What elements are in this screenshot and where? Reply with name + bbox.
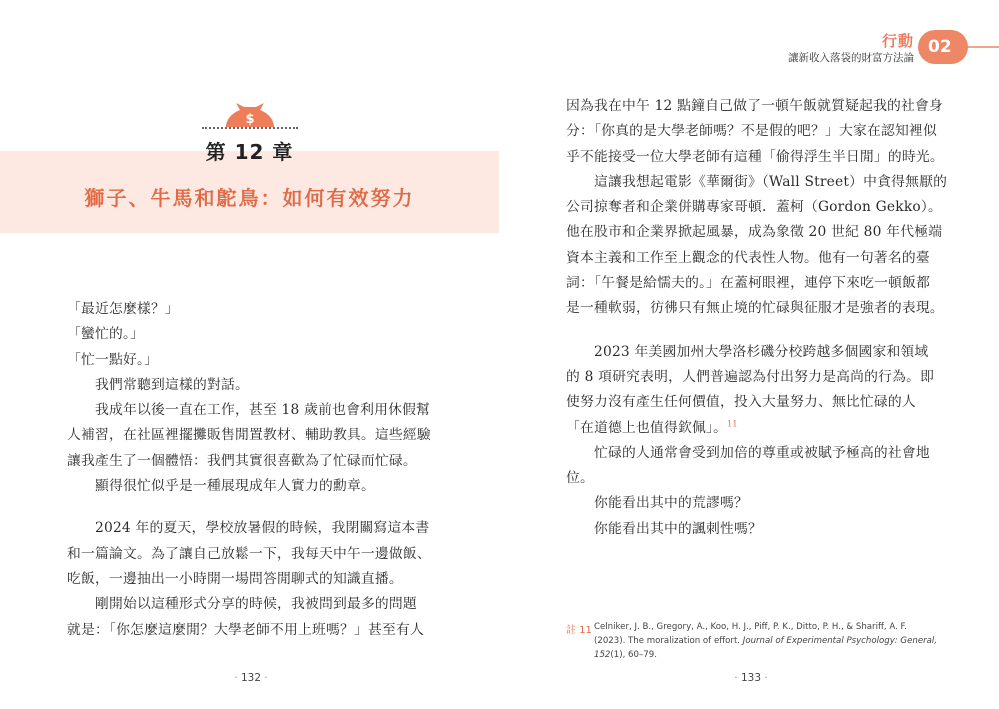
page-number-right: · 133 · (734, 672, 768, 684)
body-line: 分：「你真的是大學老師嗎？不是假的吧？」大家在認知裡似 (566, 123, 938, 140)
section-subtitle: 讓新收入落袋的財富方法論 (788, 52, 914, 64)
footnote-journal: Journal of Experimental Psychology: General, 152 (594, 636, 938, 660)
right-page-body (566, 94, 946, 542)
left-page-body (67, 297, 447, 643)
chapter-title: 獅子、牛馬和鴕鳥：如何有效努力 (84, 186, 415, 210)
body-line: 是一種軟弱，彷彿只有無止境的忙碌與征服才是強者的表現。 (566, 300, 944, 317)
body-line: 讓我產生了一個體悟：我們其實很喜歡為了忙碌而忙碌。 (67, 452, 417, 469)
body-line (566, 416, 946, 441)
body-line-text: 「在道德上也值得欽佩」。 (566, 419, 728, 436)
body-line: 就是：「你怎麼這麼閒？大學老師不用上班嗎？」甚至有人 (67, 621, 425, 638)
body-line: 你能看出其中的諷刺性嗎？ (594, 520, 762, 537)
body-line: 的 8 項研究表明，人們普遍認為付出努力是高尚的行為。即 (566, 368, 935, 385)
body-line: 乎不能接受一位大學老師有這種「偷得浮生半日閒」的時光。 (566, 148, 944, 165)
body-line: 2024 年的夏天，學校放暑假的時候，我閉關寫這本書 (95, 520, 430, 537)
body-line: 「蠻忙的。」 (67, 326, 145, 343)
paragraph-gap (566, 322, 946, 340)
body-line: 我成年以後一直在工作，甚至 18 歲前也會利用休假幫 (95, 402, 431, 419)
body-line: 資本主義和工作至上觀念的代表性人物。他有一句著名的臺 (566, 249, 930, 266)
body-line: 忙碌的人通常會受到加倍的尊重或被賦予極高的社會地 (594, 444, 930, 461)
body-line: 2023 年美國加州大學洛杉磯分校跨越多個國家和領域 (594, 343, 929, 360)
body-line: 我們常聽到這樣的對話。 (95, 376, 249, 393)
money-bag-icon (222, 97, 278, 127)
footnote-label: 註 11 (566, 625, 592, 636)
body-line: 顯得很忙似乎是一種展現成年人實力的勳章。 (95, 478, 375, 495)
page-number-left-value: 132 (240, 672, 262, 684)
chapter-label: 第 12 章 (205, 140, 294, 164)
body-line: 你能看出其中的荒謬嗎？ (594, 495, 748, 512)
body-line: 「最近怎麼樣？」 (67, 301, 179, 317)
body-line: 使努力沒有產生任何價值，投入大量努力、無比忙碌的人 (566, 394, 916, 411)
body-line: 公司掠奪者和企業併購專家哥頓．蓋柯（Gordon Gekko）。 (566, 199, 942, 216)
section-number-badge: 02 (918, 30, 968, 64)
body-line: 剛開始以這種形式分享的時候，我被問到最多的問題 (95, 596, 417, 613)
footnote-reference[interactable]: 11 (727, 418, 738, 428)
page-number-left: · 132 · (234, 672, 268, 684)
footnote-text (594, 620, 939, 662)
page-number-right-value: 133 (740, 672, 762, 684)
body-line: 因為我在中午 12 點鐘自己做了一頓午飯就質疑起我的社會身 (566, 98, 944, 114)
body-line: 他在股市和企業界掀起風暴，成為象徵 20 世紀 80 年代極端 (566, 224, 943, 241)
body-line: 這讓我想起電影《華爾街》（Wall Street）中貪得無厭的 (594, 173, 948, 190)
body-line: 位。 (566, 470, 594, 487)
body-line: 吃飯，一邊抽出一小時開一場問答閒聊式的知識直播。 (67, 570, 403, 587)
footnote-issue: (1), 60–79. (610, 650, 657, 660)
footnote-citation: Celniker, J. B., Gregory, A., Koo, H. J., Piff, P. K., Ditto, P. H., & Shariff, A. F. (2023). The moralization of effort. (594, 622, 907, 646)
body-line: 詞：「午餐是給懦夫的。」在蓋柯眼裡，連停下來吃一頓飯都 (566, 275, 931, 292)
body-line: 「忙一點好。」 (67, 351, 159, 368)
chapter-dotted-rule (202, 127, 298, 129)
paragraph-gap (67, 499, 447, 516)
svg-text:$: $ (245, 112, 255, 127)
body-line: 和一篇論文。為了讓自己放鬆一下，我每天中午一邊做飯、 (67, 545, 431, 562)
body-line: 人補習，在社區裡擺攤販售閒置教材、輔助教具。這些經驗 (67, 427, 431, 444)
section-title: 行動 (881, 32, 914, 50)
